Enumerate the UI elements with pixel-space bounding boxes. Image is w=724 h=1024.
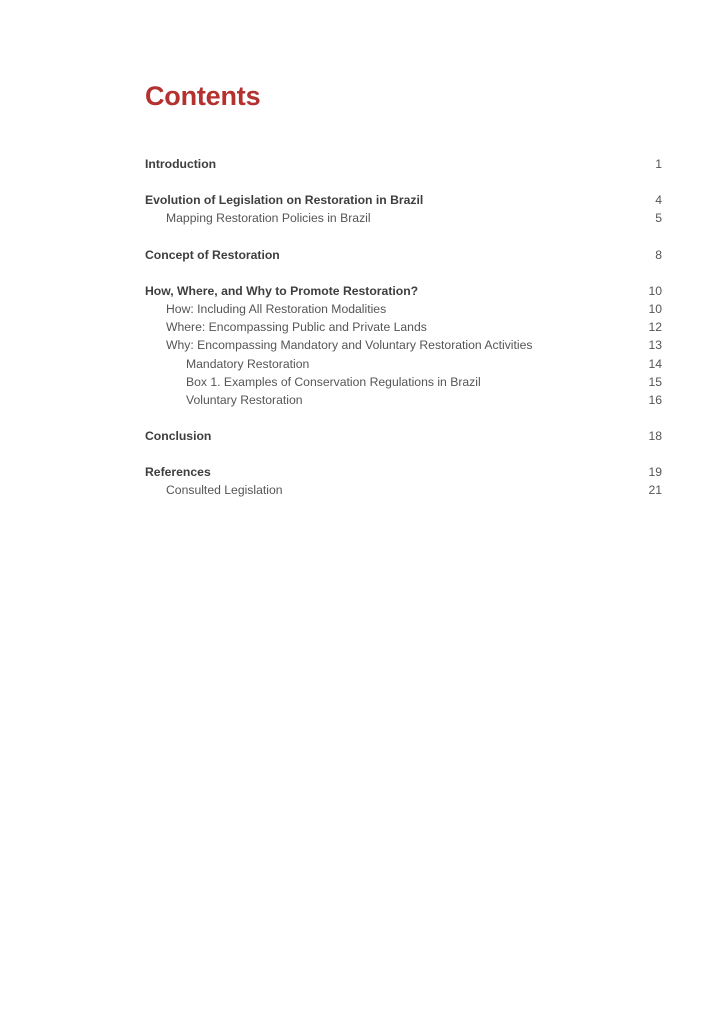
- toc-section-conclusion: [145, 427, 662, 445]
- toc-entry[interactable]: [145, 427, 662, 445]
- toc-entry-label: Evolution of Legislation on Restoration in Brazil: [145, 193, 424, 208]
- toc-entry[interactable]: [145, 191, 662, 209]
- toc-entry-label: Voluntary Restoration: [186, 392, 303, 407]
- toc-entry-label: Mandatory Restoration: [186, 356, 310, 371]
- toc-entry[interactable]: [145, 246, 662, 264]
- toc-entry-page: 1: [655, 157, 662, 171]
- toc-entry-label: Consulted Legislation: [166, 483, 283, 498]
- page-title: Contents: [145, 81, 261, 111]
- toc-entry-page: 10: [648, 301, 662, 316]
- toc-entry-page: 14: [648, 356, 662, 371]
- toc-section-introduction: [145, 155, 662, 173]
- toc-entry[interactable]: [145, 481, 662, 499]
- toc-entry-label: Where: Encompassing Public and Private Lands: [166, 320, 427, 335]
- toc-entry-page: 13: [648, 338, 662, 353]
- toc-entry[interactable]: [145, 318, 662, 336]
- table-of-contents: [145, 155, 662, 518]
- toc-entry[interactable]: [145, 282, 662, 300]
- toc-section-evolution: [145, 191, 662, 227]
- toc-entry-label: Mapping Restoration Policies in Brazil: [166, 211, 371, 226]
- toc-entry-page: 16: [648, 392, 662, 407]
- toc-entry[interactable]: [145, 209, 662, 227]
- toc-entry[interactable]: [145, 391, 662, 409]
- toc-entry-label: Concept of Restoration: [145, 247, 280, 262]
- toc-entry-page: 18: [648, 429, 662, 444]
- toc-entry[interactable]: [145, 300, 662, 318]
- toc-entry-page: 21: [648, 483, 662, 498]
- toc-entry[interactable]: [145, 336, 662, 354]
- toc-entry-label: Conclusion: [145, 429, 212, 444]
- toc-entry-label: References: [145, 465, 211, 480]
- toc-entry-page: 5: [655, 211, 662, 226]
- toc-entry-page: 8: [655, 247, 662, 262]
- toc-entry-label: Box 1. Examples of Conservation Regulations in Brazil: [186, 374, 481, 389]
- toc-section-how-where-why: [145, 282, 662, 409]
- toc-entry[interactable]: [145, 373, 662, 391]
- toc-entry-label: Why: Encompassing Mandatory and Voluntary Restoration Activities: [166, 338, 533, 353]
- toc-section-concept: [145, 246, 662, 264]
- toc-entry-page: 12: [648, 320, 662, 335]
- toc-entry-page: 10: [648, 283, 662, 298]
- toc-entry-page: 4: [655, 193, 662, 208]
- toc-entry-page: 19: [648, 465, 662, 480]
- toc-entry[interactable]: [145, 463, 662, 481]
- toc-entry-label: How, Where, and Why to Promote Restoration?: [145, 283, 419, 298]
- toc-entry-label: How: Including All Restoration Modalities: [166, 301, 387, 316]
- toc-entry[interactable]: [145, 355, 662, 373]
- toc-entry-label: Introduction: [145, 157, 217, 171]
- toc-entry-page: 15: [648, 374, 662, 389]
- toc-entry[interactable]: [145, 155, 662, 173]
- toc-section-references: [145, 463, 662, 499]
